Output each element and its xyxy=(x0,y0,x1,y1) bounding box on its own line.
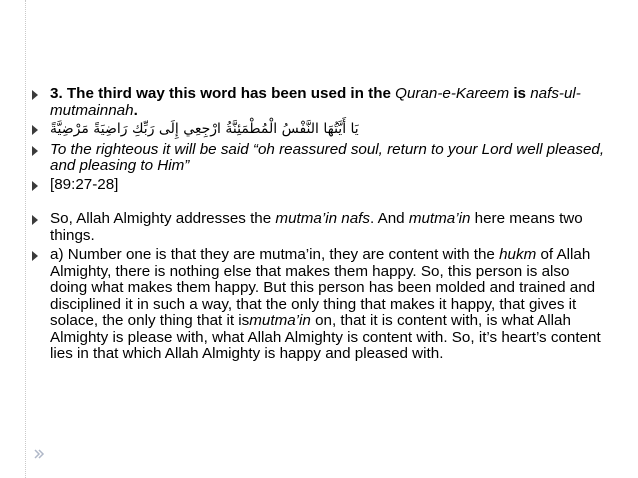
bullet-arrow-icon xyxy=(32,146,38,156)
verse-reference: [89:27-28] xyxy=(50,175,119,193)
explanation-italic-1: hukm xyxy=(499,246,537,263)
bullet-item-arabic xyxy=(30,121,610,138)
bullet-arrow-icon xyxy=(32,125,38,135)
address-italic-2: mutma’in xyxy=(408,210,471,227)
bullet-list xyxy=(30,86,610,363)
address-italic-1: mutma’in nafs xyxy=(275,210,370,227)
heading-italic-1: Quran-e-Kareem xyxy=(395,85,510,102)
heading-text-3: . xyxy=(133,101,138,119)
margin-guide-line xyxy=(25,0,26,478)
heading-italic-2: nafs-ul-mutmainnah xyxy=(50,85,581,119)
next-slide-arrow-icon[interactable] xyxy=(33,448,45,460)
explanation-text-3: on, that it is content with, is what Allah Almighty is please with, what Allah Almighty is content with. So, it’s heart’s content lies in that which Allah Almighty is happy and pleased with. xyxy=(50,312,601,362)
address-text-1: So, Allah Almighty addresses the xyxy=(50,210,276,227)
bullet-arrow-icon xyxy=(32,90,38,100)
bullet-item-reference xyxy=(30,177,610,194)
explanation-italic-2: mutma’in xyxy=(249,312,311,329)
translation-quote: To the righteous it will be said “oh reassured soul, return to your Lord well pleased, and pleasing to Him” xyxy=(50,140,605,174)
arabic-verse: يَا أَيَّتُهَا النَّفْسُ الْمُطْمَئِنَّةُ ارْجِعِي إِلَى رَبِّكِ رَاضِيَةً مَرْضِيَّةً xyxy=(50,121,359,137)
bullet-item-explanation xyxy=(30,247,610,363)
bullet-arrow-icon xyxy=(32,181,38,191)
bullet-item-translation xyxy=(30,142,610,175)
heading-text-2: is xyxy=(509,85,531,102)
bullet-arrow-icon xyxy=(32,251,38,261)
bullet-item-address xyxy=(30,211,610,244)
address-text-2: . And xyxy=(369,210,409,227)
heading-text-1: 3. The third way this word has been used in the xyxy=(50,85,396,102)
explanation-text-2: of Allah Almighty, there is nothing else that makes them happy. So, this person is also doing what makes them happy. But this person has been molded and trained and disciplined it in such a way, that the only thing that makes it happy, that gives it solace, the only thing that it is xyxy=(50,246,596,329)
bullet-item-heading xyxy=(30,86,610,119)
bullet-arrow-icon xyxy=(32,215,38,225)
explanation-text-1: a) Number one is that they are mutma’in, they are content with the xyxy=(50,246,500,263)
address-text-3: here means two things. xyxy=(50,210,583,244)
